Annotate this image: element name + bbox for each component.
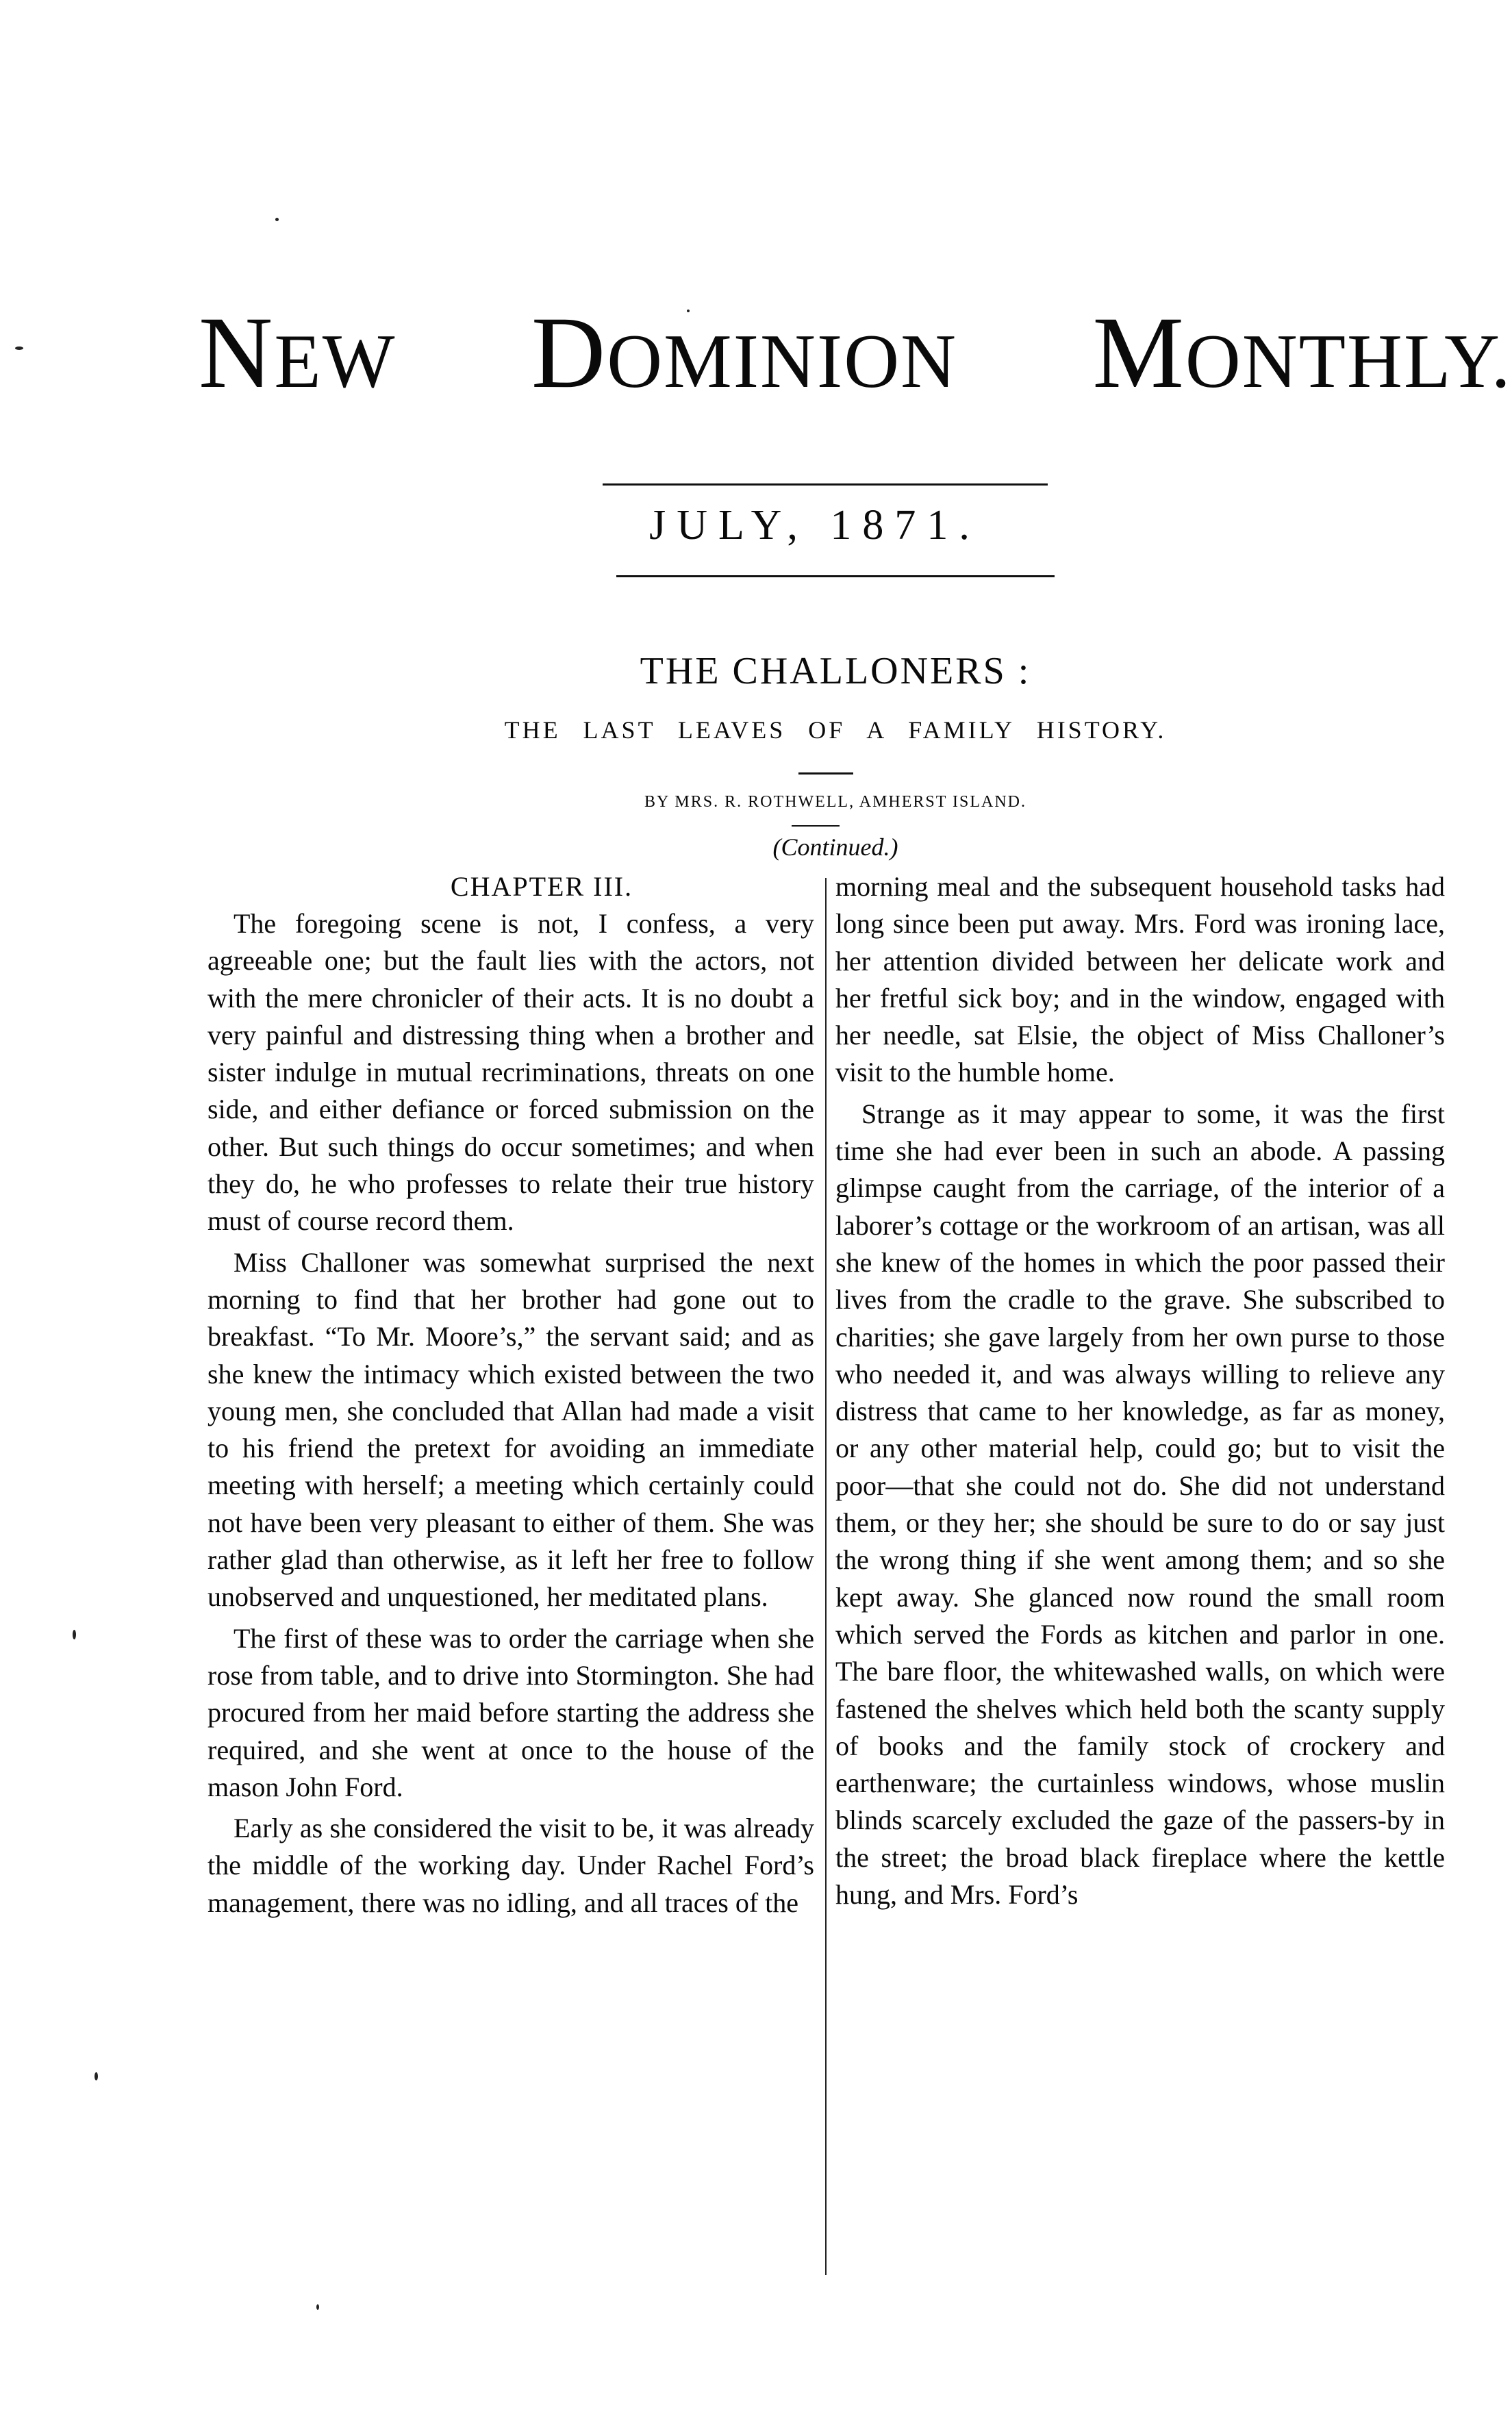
print-speck [316, 2304, 319, 2310]
article-byline: BY MRS. R. ROTHWELL, AMHERST ISLAND. [644, 793, 1027, 811]
print-speck [15, 347, 23, 350]
left-paragraph-3: The first of these was to order the carriage when she rose from table, and to drive into Stormington. She had procured from her maid before starting the address she required, and she went at once to the house of the mason John Ford. [207, 1622, 814, 1802]
masthead-rule-top [603, 483, 1048, 486]
chapter-heading: CHAPTER III. [450, 871, 633, 902]
masthead-monthly-cap: M [1092, 296, 1185, 410]
subtitle-rule [798, 772, 853, 774]
right-paragraph-1: morning meal and the subsequent household tasks had long since been put away. Mrs. Ford was ironing lace, her attention divided between her delicate work and her fretful sick boy; and in the window, engaged with her needle, sat Elsie, the object of Miss Challoner’s visit to the humble home. [835, 871, 1445, 1088]
masthead-title [199, 296, 1512, 410]
article-title: THE CHALLONERS : [640, 650, 1031, 692]
article-subtitle: THE LAST LEAVES OF A FAMILY HISTORY. [504, 716, 1167, 744]
masthead-monthly-rest: ONTHLY. [1185, 319, 1512, 404]
masthead-new-rest: EW [274, 319, 396, 404]
left-paragraph-2: Miss Challoner was somewhat surprised the next morning to find that her brother had gone out to breakfast. “To Mr. Moore’s,” the servant said; and as she knew the intimacy which existed between the two young men, she concluded that Allan had made a visit to his friend the pretext for avoiding an immediate meeting with herself; a meeting which certainly could not have been very pleasant to either of them. She was rather glad than otherwise, as it left her free to follow unobserved and unquestioned, her meditated plans. [207, 1246, 814, 1613]
masthead-new-cap: N [199, 296, 275, 410]
print-speck [275, 218, 279, 221]
left-paragraph-1: The foregoing scene is not, I confess, a very agreeable one; but the fault lies with the actors, not with the mere chronicler of their acts. It is no doubt a very painful and distressing thing when a brother and sister indulge in mutual recriminations, threats on one side, and either defiance or forced submission on the other. But such things do occur sometimes; and when they do, he who professes to relate their true history must of course record them. [207, 908, 814, 1237]
column-divider [825, 878, 827, 2275]
continued-text: (Continued.) [772, 833, 898, 861]
print-speck [687, 310, 690, 312]
right-column [835, 868, 1445, 1917]
print-speck [73, 1630, 76, 1639]
left-paragraph-4: Early as she considered the visit to be, it was already the middle of the working day. Under Rachel Ford’s management, there was no idling, and all traces of the [207, 1813, 814, 1918]
masthead-dominion-rest: OMINION [607, 319, 957, 404]
masthead-rule-bottom [616, 575, 1055, 577]
left-column [207, 868, 814, 1926]
right-paragraph-2: Strange as it may appear to some, it was the first time she had ever been in such an abode. A passing glimpse caught from the carriage, of the interior of a laborer’s cottage or the workroom of an artisan, was all she knew of the homes in which the poor passed their lives from the cradle to the grave. She subscribed to charities; she gave largely from her own purse to those who needed it, and was always willing to relieve any distress that came to her knowledge, as far as money, or any other material help, could go; but to visit the poor—that she could not do. She did not understand them, or they her; she should be sure to do or say just the wrong thing if she went among them; and so she kept away. She glanced now round the small room which served the Fords as kitchen and parlor in one. The bare floor, the whitewashed walls, on which were fastened the shelves which held both the scanty supply of books and the family stock of crockery and earthenware; the curtainless windows, whose muslin blinds scarcely excluded the gaze of the passers-by in the street; the broad black fireplace where the kettle hung, and Mrs. Ford’s [835, 1098, 1445, 1911]
continued-note [616, 833, 1055, 861]
masthead-dominion-cap: D [531, 296, 607, 410]
byline-rule [792, 825, 840, 827]
issue-date: JULY, 1871. [649, 502, 981, 549]
print-speck [94, 2072, 98, 2080]
